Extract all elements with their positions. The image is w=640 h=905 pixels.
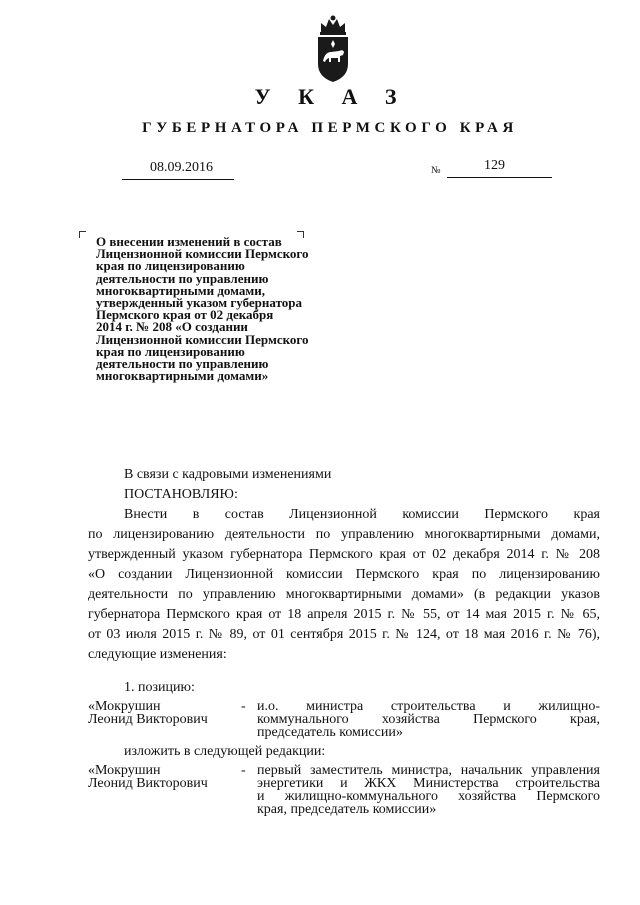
subject-line: Пермского края от 02 декабря [96, 307, 274, 323]
subject-line: края по лицензированию [96, 343, 245, 359]
subject-line: О внесении изменений в состав [96, 234, 282, 249]
replace-instruction: изложить в следующей редакции: [124, 744, 326, 759]
name-line: «Мокрушин [88, 763, 161, 778]
document-title: У К А З [254, 84, 408, 109]
new-entry-position [257, 764, 600, 816]
subject-line: края по лицензированию [96, 258, 245, 274]
position-line: и.о. министра строительства и жилищно- [257, 700, 600, 713]
document-number: 129 [484, 158, 505, 173]
position-line: председатель комиссии» [257, 726, 403, 739]
paragraph-line: от 03 июля 2015 г. № 89, от 01 сентября 2015 г. № 124, от 18 мая 2016 г. № 76), [88, 627, 600, 642]
new-entry-name [88, 764, 208, 790]
position-line: первый заместитель министра, начальник управления [257, 764, 600, 777]
position-line: коммунального хозяйства Пермского края, [257, 713, 600, 726]
new-entry-dash: - [241, 763, 246, 778]
paragraph-line: утвержденный указом губернатора Пермского края от 02 декабря 2014 г. № 208 [88, 547, 600, 562]
item-1-label: 1. позицию: [124, 680, 195, 695]
order-word: ПОСТАНОВЛЯЮ: [124, 487, 238, 502]
position-line: края, председатель комиссии» [257, 803, 437, 816]
document-subject [96, 236, 356, 382]
subject-line: многоквартирными домами» [96, 368, 269, 384]
date-underline [122, 179, 234, 180]
old-entry-name [88, 700, 208, 726]
number-sign: № [431, 165, 441, 176]
paragraph-line: деятельности по управлению многоквартирными домами» (в редакции указов [88, 587, 600, 602]
document-issuer: ГУБЕРНАТОРА ПЕРМСКОГО КРАЯ [142, 120, 518, 136]
subject-line: Лицензионной комиссии Пермского [96, 246, 309, 262]
subject-corner-mark-left [79, 231, 86, 238]
name-line: Леонид Викторович [88, 776, 208, 791]
subject-line: деятельности по управлению [96, 356, 269, 372]
name-line: Леонид Викторович [88, 712, 208, 727]
paragraph-line: «О создании Лицензионной комиссии Пермского края по лицензированию [88, 567, 600, 582]
old-entry-position [257, 700, 600, 739]
subject-line: утвержденный указом губернатора [96, 295, 303, 311]
name-line: «Мокрушин [88, 699, 161, 714]
old-entry-dash: - [241, 699, 246, 714]
subject-line: деятельности по управлению [96, 270, 269, 286]
position-line: и жилищно-коммунального хозяйства Пермского [257, 790, 600, 803]
paragraph-line: по лицензированию деятельности по управлению многоквартирными домами, [88, 527, 600, 542]
paragraph-line: следующие изменения: [88, 647, 227, 662]
paragraph-line: Внести в состав Лицензионной комиссии Пермского края [124, 507, 600, 522]
subject-line: многоквартирными домами, [96, 282, 266, 298]
preamble: В связи с кадровыми изменениями [124, 467, 332, 482]
paragraph-line: губернатора Пермского края от 18 апреля 2015 г. № 55, от 14 мая 2015 г. № 65, [88, 607, 600, 622]
subject-line: Лицензионной комиссии Пермского [96, 331, 309, 347]
perm-krai-coat-of-arms-icon [309, 14, 357, 84]
subject-line: 2014 г. № 208 «О создании [96, 319, 248, 335]
document-date: 08.09.2016 [150, 160, 213, 175]
position-line: энергетики и ЖКХ Министерства строительства [257, 777, 600, 790]
main-paragraph [88, 505, 600, 665]
number-underline [447, 177, 552, 178]
